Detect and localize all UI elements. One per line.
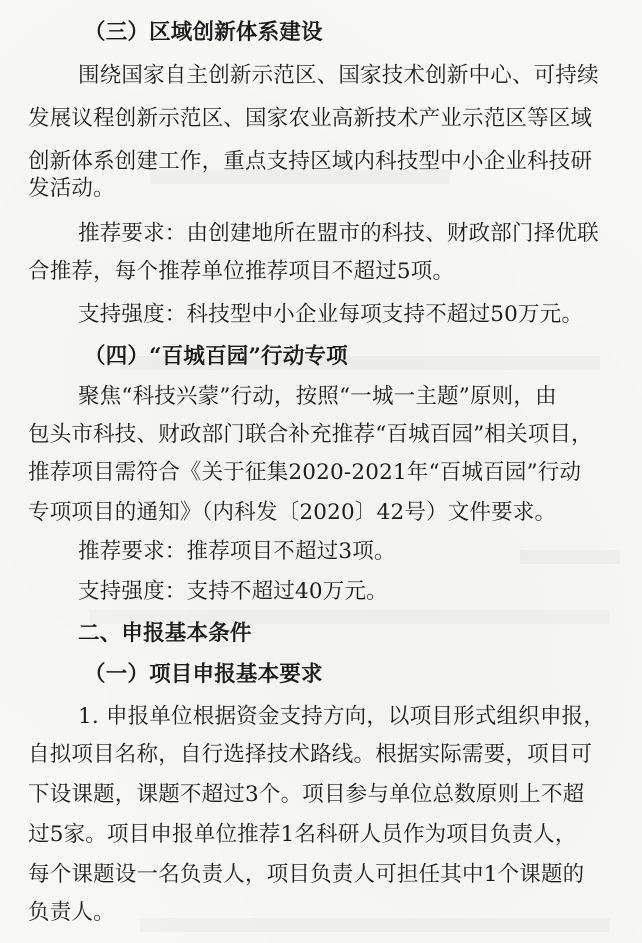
support-intensity-line: 支持强度：科技型中小企业每项支持不超过50万元。 xyxy=(78,302,584,327)
paragraph-line: 下设课题，课题不超过3个。项目参与单位总数原则上不超 xyxy=(28,782,585,807)
paragraph-line: 过5家。项目申报单位推荐1名科研人员作为项目负责人， xyxy=(28,822,577,847)
recommendation-requirement-line: 推荐要求：由创建地所在盟市的科技、财政部门择优联 xyxy=(78,221,599,246)
heading-project-requirements: （一）项目申报基本要求 xyxy=(84,662,323,687)
paragraph-line: 自拟项目名称，自行选择技术路线。根据实际需要，项目可 xyxy=(28,742,593,767)
paragraph-line: 聚焦“科技兴蒙”行动，按照“一城一主题”原则，由 xyxy=(78,384,557,409)
recommendation-requirement-line: 推荐要求：推荐项目不超过3项。 xyxy=(78,539,396,564)
heading-regional-innovation: （三）区域创新体系建设 xyxy=(84,20,323,45)
paragraph-line: 围绕国家自主创新示范区、国家技术创新中心、可持续 xyxy=(78,63,599,88)
heading-hundred-cities-parks: （四）“百城百园”行动专项 xyxy=(84,344,348,369)
support-intensity-line: 支持强度：支持不超过40万元。 xyxy=(78,579,388,604)
paragraph-line: 每个课题设一名负责人，项目负责人可担任其中1个课题的 xyxy=(28,862,585,887)
paragraph-line: 负责人。 xyxy=(28,900,115,925)
paragraph-line: 1. 申报单位根据资金支持方向，以项目形式组织申报， xyxy=(78,704,606,729)
bleed-through-mark xyxy=(140,918,610,932)
paragraph-line: 专项项目的通知》（内科发〔2020〕42号）文件要求。 xyxy=(28,500,557,525)
paragraph-line: 创新体系创建工作，重点支持区域内科技型中小企业科技研 xyxy=(28,149,593,174)
paragraph-line: 发展议程创新示范区、国家农业高新技术产业示范区等区域 xyxy=(28,106,593,131)
section-heading-basic-conditions: 二、申报基本条件 xyxy=(78,621,252,646)
paragraph-line: 推荐项目需符合《关于征集2020-2021年“百城百园”行动 xyxy=(28,460,582,485)
paragraph-line: 合推荐，每个推荐单位推荐项目不超过5项。 xyxy=(28,259,455,284)
paragraph-line: 包头市科技、财政部门联合补充推荐“百城百园”相关项目， xyxy=(28,422,593,447)
paragraph-line: 发活动。 xyxy=(28,176,115,201)
bleed-through-mark xyxy=(520,550,620,564)
